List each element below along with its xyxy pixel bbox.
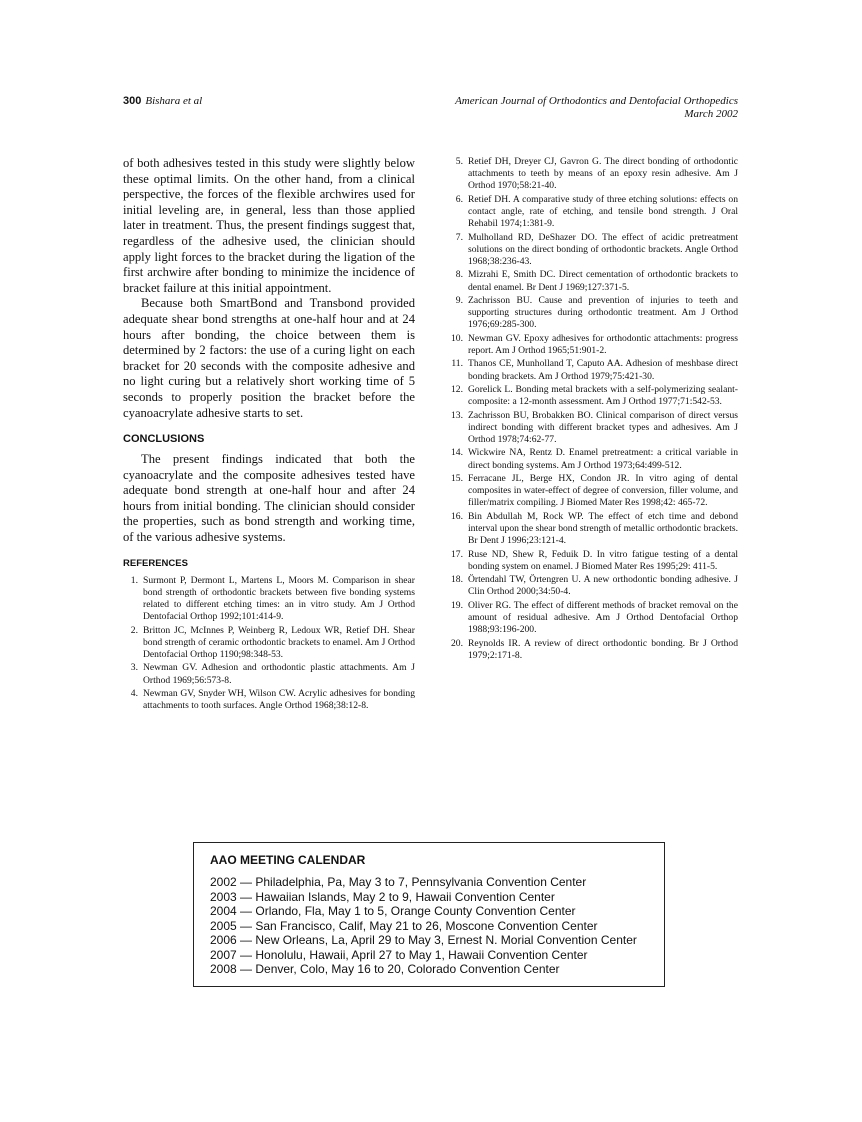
conclusions-paragraph: The present findings indicated that both the cyanoacrylate and the composite adhesives tested have adequate bond strength at one-half hour and after 24 hours from initial bonding. The clinician should consider the properties, such as bond strength and working time, of the various adhesive systems.	[123, 452, 415, 545]
reference-text: Ruse ND, Shew R, Feduik D. In vitro fatigue testing of a dental bonding system on enamel. J Biomed Mater Res 1995;29: 411-5.	[468, 548, 738, 572]
calendar-title: AAO MEETING CALENDAR	[210, 853, 366, 867]
calendar-entry: 2007 — Honolulu, Hawaii, April 27 to May 1, Hawaii Convention Center	[210, 947, 588, 962]
reference-number: 4.	[130, 688, 138, 700]
calendar-entry: 2008 — Denver, Colo, May 16 to 20, Colorado Convention Center	[210, 962, 560, 976]
reference-text: Mulholland RD, DeShazer DO. The effect of acidic pretreatment solutions on the direct bonding of orthodontic brackets. Angle Orthod 1968;38:236-43.	[468, 231, 738, 267]
reference-number: 9.	[455, 294, 463, 306]
reference-number: 10.	[451, 332, 463, 344]
reference-item	[448, 333, 738, 357]
left-column	[123, 156, 415, 714]
reference-item	[448, 473, 738, 510]
calendar-entry: 2002 — Philadelphia, Pa, May 3 to 7, Pennsylvania Convention Center	[210, 875, 587, 889]
reference-item	[448, 358, 738, 382]
reference-text: Britton JC, McInnes P, Weinberg R, Ledoux WR, Retief DH. Shear bond strength of ceramic orthodontic brackets to enamel. Am J Orthod Dentofacial Orthop 1190;98:348-53.	[143, 624, 415, 661]
reference-number: 8.	[455, 269, 463, 281]
reference-item	[448, 447, 738, 471]
reference-text: Retief DH. A comparative study of three etching solutions: effects on contact angle, rate of etching, and tensile bond strength. J Oral Rehabil 1974;1:381-9.	[468, 193, 738, 230]
reference-item	[448, 600, 738, 637]
reference-number: 5.	[455, 156, 463, 167]
reference-number: 20.	[451, 637, 463, 649]
reference-text: Örtendahl TW, Örtengren U. A new orthodontic bonding adhesive. J Clin Orthod 2000;34:50-4.	[468, 574, 738, 598]
reference-number: 14.	[451, 447, 463, 459]
reference-item	[448, 410, 738, 447]
references-list-left	[123, 575, 415, 713]
reference-item	[123, 575, 415, 624]
reference-number: 1.	[130, 574, 138, 586]
running-authors: Bishara et al	[145, 95, 203, 107]
reference-number: 12.	[451, 383, 463, 395]
body-paragraph: Because both SmartBond and Transbond provided adequate shear bond strengths at one-half hour and at 24 hours after bonding, the choice between them is determined by 2 factors: the use of a curing light on each bracket for 20 seconds with the composite adhesive and no light curing but a relatively short working time of 5 seconds to properly position the bracket before the cyanoacrylate adhesive starts to set.	[123, 296, 415, 420]
reference-text: Surmont P, Dermont L, Martens L, Moors M. Comparison in shear bond strength of orthodontic brackets between five bonding systems related to different etching times: an in vitro study. Am J Orthod Dentofacial Orthop 1992;101:414-9.	[143, 574, 415, 623]
reference-item	[123, 625, 415, 662]
reference-number: 17.	[451, 548, 463, 560]
reference-number: 3.	[130, 662, 138, 674]
reference-text: Gorelick L. Bonding metal brackets with a self-polymerizing sealant-composite: a 12-month assessment. Am J Orthod 1977;71:542-53.	[468, 383, 738, 408]
reference-number: 2.	[130, 624, 138, 636]
reference-text: Wickwire NA, Rentz D. Enamel pretreatment: a critical variable in direct bonding systems. Am J Orthod 1973;64:499-512.	[468, 447, 738, 471]
reference-item	[123, 662, 415, 686]
references-list-right	[448, 156, 738, 662]
references-heading: REFERENCES	[123, 557, 188, 569]
reference-item	[448, 232, 738, 269]
reference-text: Newman GV, Snyder WH, Wilson CW. Acrylic adhesives for bonding attachments to tooth surfaces. Angle Orthod 1968;38:12-8.	[143, 688, 415, 712]
reference-item	[448, 295, 738, 332]
reference-item	[448, 156, 738, 193]
reference-item	[448, 384, 738, 408]
reference-number: 16.	[451, 510, 463, 522]
reference-text: Mizrahi E, Smith DC. Direct cementation of orthodontic brackets to dental enamel. Br Dent J 1969;127:371-5.	[468, 269, 738, 293]
reference-text: Reynolds IR. A review of direct orthodontic bonding. Br J Orthod 1979;2:171-8.	[468, 637, 738, 661]
reference-item	[448, 269, 738, 293]
conclusions-heading: CONCLUSIONS	[123, 433, 205, 446]
reference-text: Thanos CE, Munholland T, Caputo AA. Adhesion of meshbase direct bonding brackets. Am J Orthod 1979;75:421-30.	[468, 358, 738, 382]
reference-text: Zachrisson BU, Brobakken BO. Clinical comparison of direct versus indirect bonding with different bracket types and adhesives. Am J Orthod 1978;74:62-77.	[468, 409, 738, 445]
reference-text: Newman GV. Epoxy adhesives for orthodontic attachments: progress report. Am J Orthod 1965;51:901-2.	[468, 332, 738, 356]
reference-number: 11.	[451, 358, 463, 370]
reference-text: Oliver RG. The effect of different methods of bracket removal on the amount of residual adhesive. Am J Orthod Dentofacial Orthop 1988;93:196-200.	[468, 599, 738, 636]
reference-item	[123, 688, 415, 712]
reference-number: 13.	[451, 409, 463, 421]
running-header-left	[123, 95, 202, 107]
reference-number: 18.	[451, 574, 463, 586]
reference-number: 6.	[455, 193, 463, 205]
reference-item	[448, 511, 738, 548]
reference-text: Retief DH, Dreyer CJ, Gavron G. The direct bonding of orthodontic attachments to teeth by means of an epoxy resin adhesive. Am J Orthod 1970;58:21-40.	[468, 156, 738, 192]
reference-item	[448, 574, 738, 598]
reference-text: Bin Abdullah M, Rock WP. The effect of etch time and debond interval upon the shear bond strength of metallic orthodontic brackets. Br Dent J 1996;23:121-4.	[468, 510, 738, 547]
running-header-right	[455, 95, 738, 121]
meeting-calendar-box	[193, 842, 665, 987]
reference-number: 19.	[451, 599, 463, 611]
calendar-entry: 2003 — Hawaiian Islands, May 2 to 9, Hawaii Convention Center	[210, 889, 555, 904]
reference-item	[448, 638, 738, 662]
reference-number: 15.	[451, 472, 463, 484]
reference-text: Zachrisson BU. Cause and prevention of injuries to teeth and supporting structures during orthodontic treatment. Am J Orthod 1976;69:285-300.	[468, 294, 738, 331]
reference-item	[448, 549, 738, 573]
reference-text: Ferracane JL, Berge HX, Condon JR. In vitro aging of dental composites in water-effect of degree of conversion, filler volume, and filler/matrix compiling. J Biomed Mater Res 1998;42: 465-72.	[468, 472, 738, 509]
body-paragraph: of both adhesives tested in this study were slightly below these optimal limits. On the other hand, from a clinical perspective, the forces of the flexible archwires used for initial leveling are, in general, less than those applied later in treatment. Thus, the present findings suggest that, regardless of the adhesive used, the clinician should apply light forces to the bracket during the ligation of the first archwire after bonding to minimize the incidence of bracket failure at this initial appointment.	[123, 156, 415, 295]
reference-item	[448, 194, 738, 231]
reference-number: 7.	[455, 231, 463, 243]
right-column	[448, 156, 738, 663]
calendar-entry: 2004 — Orlando, Fla, May 1 to 5, Orange County Convention Center	[210, 904, 576, 918]
issue-date: March 2002	[684, 108, 738, 120]
journal-title: American Journal of Orthodontics and Dentofacial Orthopedics	[455, 95, 738, 107]
calendar-entry: 2006 — New Orleans, La, April 29 to May 3, Ernest N. Morial Convention Center	[210, 933, 637, 947]
reference-text: Newman GV. Adhesion and orthodontic plastic attachments. Am J Orthod 1969;56:573-8.	[143, 662, 415, 686]
page-number: 300	[123, 95, 142, 107]
calendar-entry: 2005 — San Francisco, Calif, May 21 to 26, Moscone Convention Center	[210, 918, 598, 933]
